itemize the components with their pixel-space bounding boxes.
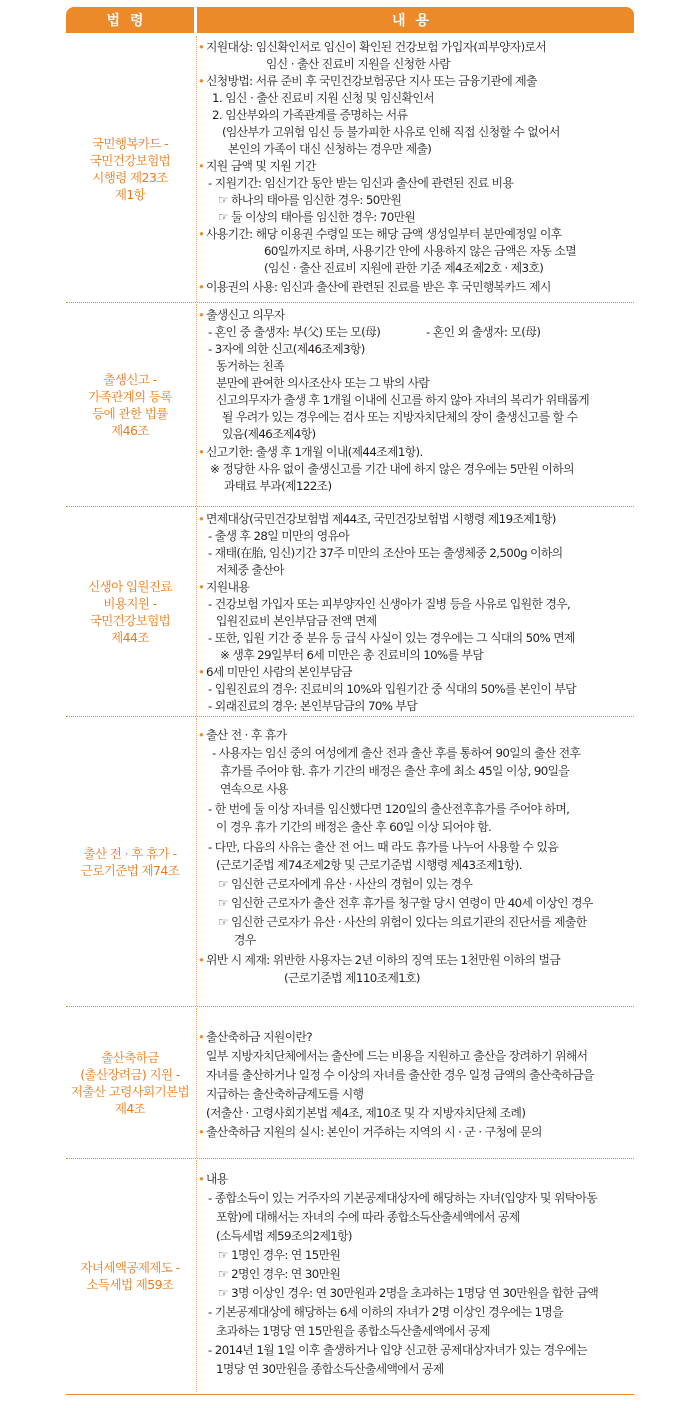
content-line: 일부 지방자치단체에서는 출산에 드는 비용을 지원하고 출산을 장려하기 위해서 bbox=[206, 1049, 588, 1063]
content-line: - 외래진료의 경우: 본인부담금의 70% 부담 bbox=[208, 699, 418, 713]
content-line: • 출산 전 · 후 휴가 bbox=[206, 726, 287, 744]
law-line: 저출산 고령사회기본법 bbox=[70, 1084, 190, 1099]
content-line: 신고의무자가 출생 후 1개월 이내에 신고를 하지 않아 자녀의 복리가 위태롭게 bbox=[216, 393, 590, 407]
law-line: 등에 관한 법률 bbox=[92, 406, 168, 421]
law-cell bbox=[66, 36, 194, 302]
content-line: - 기본공제대상에 해당하는 6세 이하의 자녀가 2명 이상인 경우에는 1명을 bbox=[208, 1305, 564, 1319]
content-line: 저체중 출산아 bbox=[216, 563, 284, 577]
content-line: 지급하는 출산축하금제도를 시행 bbox=[206, 1087, 364, 1101]
content-line: - 2014년 1월 1일 이후 출생하거나 입양 신고한 공제대상자녀가 있는 경우에는 bbox=[208, 1343, 587, 1357]
content-line: - 입원진료의 경우: 진료비의 10%와 입원기간 중 식대의 50%를 본인이 부담 bbox=[208, 682, 577, 696]
content-line: • 사용기간: 해당 이용권 수령일 또는 해당 금액 생성일부터 분만예정일 이후 bbox=[206, 225, 562, 243]
law-line: 제46조 bbox=[111, 423, 149, 438]
content-line: 포함)에 대해서는 자녀의 수에 따라 종합소득산출세액에서 공제 bbox=[216, 1210, 520, 1224]
law-cell bbox=[66, 1008, 194, 1158]
content-line: ☞ 둘 이상의 태아를 임신한 경우: 70만원 bbox=[218, 210, 416, 224]
content-line: ☞ 3명 이상인 경우: 연 30만원과 2명을 초과하는 1명당 연 30만원을 합한 금액 bbox=[218, 1286, 599, 1300]
content-line: ☞ 하나의 태아를 임신한 경우: 50만원 bbox=[218, 193, 402, 207]
content-line: 1명당 연 30만원을 종합소득산출세액에서 공제 bbox=[216, 1362, 444, 1376]
column-divider bbox=[196, 508, 197, 716]
law-line: 제4조 bbox=[114, 1101, 146, 1116]
table-bottom-border bbox=[66, 1394, 634, 1395]
law-line: 소득세법 제59조 bbox=[86, 1277, 174, 1292]
content-line: (저출산 · 고령사회기본법 제4조, 제10조 및 각 지방자치단체 조례) bbox=[206, 1106, 526, 1120]
law-line: 비용지원 - bbox=[103, 596, 157, 611]
content-line: 60일까지로 하며, 사용기간 안에 사용하지 않은 금액은 자동 소멸 bbox=[264, 244, 577, 258]
section-national-happiness-card bbox=[66, 36, 634, 302]
content-line: 경우 bbox=[234, 933, 256, 947]
section-birth-registration bbox=[66, 304, 634, 506]
content-line: 1. 임신 · 출산 진료비 지원 신청 및 임신확인서 bbox=[212, 91, 434, 105]
content-line: - 재태(在胎, 임신)기간 37주 미만의 조산아 또는 출생체중 2,500g 이하의 bbox=[208, 546, 563, 560]
column-divider bbox=[196, 36, 197, 302]
section-child-tax-credit bbox=[66, 1160, 634, 1392]
content-line: • 면제대상(국민건강보험법 제44조, 국민건강보험법 시행령 제19조제1항) bbox=[206, 510, 556, 528]
content-line: - 다만, 다음의 사유는 출산 전 어느 때 라도 휴가를 나누어 사용할 수 있음 bbox=[208, 840, 559, 854]
content-line: - 지원기간: 임신기간 동안 받는 임신과 출산에 관련된 진료 비용 bbox=[208, 176, 514, 190]
content-line: ☞ 1명인 경우: 연 15만원 bbox=[218, 1248, 341, 1262]
law-line: 출생신고 - bbox=[103, 372, 157, 387]
content-line: ☞ 임신한 근로자가 유산 · 사산의 위험이 있다는 의료기관의 진단서를 제출한 bbox=[218, 915, 587, 929]
content-line: ☞ 임신한 근로자가 출산 전후 휴가를 청구할 당시 연령이 만 40세 이상인 경우 bbox=[218, 896, 593, 910]
content-line: • 이용권의 사용: 임신과 출산에 관련된 진료를 받은 후 국민행복카드 제시 bbox=[206, 278, 551, 296]
content-line: - 또한, 입원 기간 중 분유 등 급식 사실이 있는 경우에는 그 식대의 50% 면제 bbox=[208, 631, 575, 645]
content-line: • 지원 금액 및 지원 기간 bbox=[206, 157, 316, 175]
law-line: 신생아 입원진료 bbox=[88, 579, 172, 594]
section-maternity-leave bbox=[66, 718, 634, 1006]
content-line: - 사용자는 임신 중의 여성에게 출산 전과 출산 후를 통하여 90일의 출산 전후 bbox=[212, 746, 581, 760]
content-line: - 종합소득이 있는 거주자의 기본공제대상자에 해당하는 자녀(입양자 및 위탁아동 bbox=[208, 1191, 598, 1205]
content-line: • 신청방법: 서류 준비 후 국민건강보험공단 지사 또는 금융기관에 제출 bbox=[206, 72, 537, 90]
content-line: - 한 번에 둘 이상 자녀를 임신했다면 120일의 출산전후휴가를 주어야 하며, bbox=[208, 802, 570, 816]
row-divider bbox=[66, 1006, 634, 1007]
header-content: 내용 bbox=[197, 7, 634, 33]
content-line: ☞ 2명인 경우: 연 30만원 bbox=[218, 1267, 341, 1281]
law-line: 국민건강보험법 bbox=[89, 153, 171, 168]
content-line: • 위반 시 제재: 위반한 사용자는 2년 이하의 징역 또는 1천만원 이하의 벌금 bbox=[206, 951, 560, 969]
content-line: 분만에 관여한 의사조산사 또는 그 밖의 사람 bbox=[216, 376, 430, 390]
law-line: (출산장려금) 지원 - bbox=[80, 1067, 180, 1082]
content-line: ※ 생후 29일부터 6세 미만은 총 진료비의 10%를 부담 bbox=[220, 648, 484, 662]
content-line: 있음(제46조제4항) bbox=[222, 427, 316, 441]
column-divider bbox=[196, 1008, 197, 1158]
content-line: (임신 · 출산 진료비 지원에 관한 기준 제4조제2호 · 제3호) bbox=[264, 261, 544, 275]
law-cell bbox=[66, 718, 194, 1006]
content-line: (소득세법 제59조의2제1항) bbox=[216, 1229, 352, 1243]
section-birth-congratulation-money bbox=[66, 1008, 634, 1158]
row-divider bbox=[66, 506, 634, 507]
content-line: 입원진료비 본인부담금 전액 면제 bbox=[216, 614, 377, 628]
content-line: ☞ 임신한 근로자에게 유산 · 사산의 경험이 있는 경우 bbox=[218, 877, 473, 891]
content-line: 동거하는 친족 bbox=[216, 359, 284, 373]
law-cell bbox=[66, 304, 194, 506]
content-line: 2. 임산부와의 가족관계를 증명하는 서류 bbox=[212, 108, 408, 122]
content-line: • 출산축하금 지원이란? bbox=[206, 1028, 312, 1046]
content-line: • 내용 bbox=[206, 1170, 228, 1188]
content-line: 초과하는 1명당 연 15만원을 종합소득산출세액에서 공제 bbox=[216, 1324, 490, 1338]
content-line: (임산부가 고위험 임신 등 불가피한 사유로 인해 직접 신청할 수 없어서 bbox=[222, 125, 560, 139]
law-line: 국민행복카드 - bbox=[91, 136, 169, 151]
content-line: ※ 정당한 사유 없이 출생신고를 기간 내에 하지 않은 경우에는 5만원 이하의 bbox=[210, 462, 574, 476]
law-line: 제44조 bbox=[111, 630, 149, 645]
law-line: 자녀세액공제제도 - bbox=[80, 1260, 180, 1275]
law-line: 근로기준법 제74조 bbox=[80, 863, 180, 878]
content-line: (근로기준법 제110조제1호) bbox=[284, 971, 420, 985]
column-divider bbox=[196, 1160, 197, 1392]
content-line: - 출생 후 28일 미만의 영유아 bbox=[208, 529, 350, 543]
column-divider bbox=[196, 304, 197, 506]
section-newborn-hospitalization bbox=[66, 508, 634, 716]
content-line: 휴가를 주어야 함. 휴가 기간의 배정은 출산 후에 최소 45일 이상, 90일을 bbox=[220, 764, 570, 778]
content-line: 연속으로 사용 bbox=[220, 782, 288, 796]
content-line: • 출생신고 의무자 bbox=[206, 306, 285, 324]
content-line: • 지원대상: 임신확인서로 임신이 확인된 건강보험 가입자(피부양자)로서 bbox=[206, 38, 546, 56]
content-line: - 혼인 중 출생자: 부(父) 또는 모(母) bbox=[208, 325, 381, 339]
header-law: 법령 bbox=[66, 7, 194, 33]
law-line: 국민건강보험법 bbox=[89, 613, 171, 628]
content-line: - 3자에 의한 신고(제46조제3항) bbox=[208, 342, 365, 356]
law-line: 출산축하금 bbox=[101, 1050, 159, 1065]
content-line: - 혼인 외 출생자: 모(母) bbox=[426, 325, 541, 339]
content-line: • 신고기한: 출생 후 1개월 이내(제44조제1항). bbox=[206, 443, 423, 461]
law-cell bbox=[66, 508, 194, 716]
law-line: 출산 전 · 후 휴가 - bbox=[83, 846, 177, 861]
law-line: 가족관계의 등록 bbox=[88, 389, 172, 404]
content-line: 본인의 가족이 대신 신청하는 경우만 제출) bbox=[228, 142, 432, 156]
content-line: 이 경우 휴가 기간의 배정은 출산 후 60일 이상 되어야 함. bbox=[216, 820, 492, 834]
law-cell bbox=[66, 1160, 194, 1392]
law-line: 제1항 bbox=[114, 187, 146, 202]
content-line: (근로기준법 제74조제2항 및 근로기준법 시행령 제43조제1항). bbox=[216, 858, 522, 872]
column-divider bbox=[196, 718, 197, 1006]
content-line: 될 우려가 있는 경우에는 검사 또는 지방자치단체의 장이 출생신고를 할 수 bbox=[222, 410, 578, 424]
row-divider bbox=[66, 1158, 634, 1159]
content-line: 과태료 부과(제122조) bbox=[224, 479, 332, 493]
content-line: • 6세 미만인 사람의 본인부담금 bbox=[206, 663, 352, 681]
row-divider bbox=[66, 716, 634, 717]
content-line: 자녀를 출산하거나 일정 수 이상의 자녀를 출산한 경우 일정 금액의 출산축하금을 bbox=[206, 1068, 594, 1082]
law-line: 시행령 제23조 bbox=[92, 170, 168, 185]
content-line: - 건강보험 가입자 또는 피부양자인 신생아가 질병 등을 사유로 입원한 경우, bbox=[208, 597, 571, 611]
row-divider bbox=[66, 302, 634, 303]
content-line: 임신 · 출산 진료비 지원을 신청한 사람 bbox=[266, 57, 450, 71]
content-line: • 출산축하금 지원의 실시: 본인이 거주하는 지역의 시 · 군 · 구청에 문의 bbox=[206, 1123, 542, 1141]
content-line: • 지원내용 bbox=[206, 578, 249, 596]
